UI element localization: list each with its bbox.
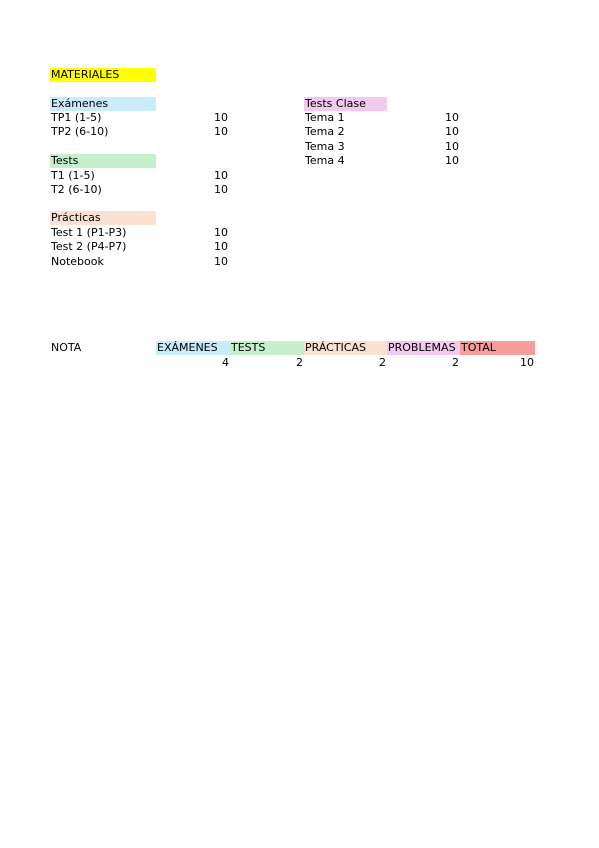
practicas-title: Prácticas (51, 211, 101, 224)
practicas-row-1-value: 10 (214, 226, 228, 239)
nota-value-total: 10 (520, 356, 534, 369)
tests-row-2-value: 10 (214, 183, 228, 196)
tests-title: Tests (51, 154, 79, 167)
practicas-row-1-label: Test 1 (P1-P3) (51, 226, 127, 239)
nota-header-practicas-label: PRÁCTICAS (305, 341, 366, 354)
nota-header-total-label: TOTAL (461, 341, 496, 354)
tests-clase-row-1-value: 10 (445, 111, 459, 124)
tests-clase-row-3-label: Tema 3 (305, 140, 345, 153)
nota-header-problemas (387, 341, 460, 355)
practicas-row-2-value: 10 (214, 240, 228, 253)
tests-row-1-label: T1 (1-5) (51, 169, 95, 182)
tests-row-1-value: 10 (214, 169, 228, 182)
materiales-header (50, 68, 156, 82)
tests-clase-row-1-label: Tema 1 (305, 111, 345, 124)
tests-clase-row-2-label: Tema 2 (305, 125, 345, 138)
examenes-title: Exámenes (51, 97, 109, 110)
practicas-header (50, 211, 156, 225)
materiales-title: MATERIALES (51, 68, 120, 81)
practicas-row-3-label: Notebook (51, 255, 104, 268)
nota-value-practicas: 2 (379, 356, 386, 369)
examenes-header (50, 97, 156, 111)
nota-header-total (460, 341, 535, 355)
nota-header-tests (230, 341, 304, 355)
examenes-row-1-label: TP1 (1-5) (51, 111, 102, 124)
examenes-row-2-label: TP2 (6-10) (51, 125, 109, 138)
nota-value-problemas: 2 (452, 356, 459, 369)
tests-clase-row-2-value: 10 (445, 125, 459, 138)
tests-clase-header (304, 97, 387, 111)
examenes-row-1-value: 10 (214, 111, 228, 124)
nota-header-tests-label: TESTS (231, 341, 266, 354)
nota-label: NOTA (51, 341, 82, 354)
tests-clase-row-4-label: Tema 4 (305, 154, 345, 167)
tests-clase-title: Tests Clase (305, 97, 366, 110)
nota-value-tests: 2 (296, 356, 303, 369)
nota-header-examenes (156, 341, 230, 355)
nota-value-examenes: 4 (222, 356, 229, 369)
practicas-row-3-value: 10 (214, 255, 228, 268)
nota-header-practicas (304, 341, 387, 355)
tests-row-2-label: T2 (6-10) (51, 183, 102, 196)
tests-header (50, 154, 156, 168)
practicas-row-2-label: Test 2 (P4-P7) (51, 240, 127, 253)
tests-clase-row-3-value: 10 (445, 140, 459, 153)
nota-header-problemas-label: PROBLEMAS (388, 341, 456, 354)
nota-header-examenes-label: EXÁMENES (157, 341, 218, 354)
examenes-row-2-value: 10 (214, 125, 228, 138)
tests-clase-row-4-value: 10 (445, 154, 459, 167)
